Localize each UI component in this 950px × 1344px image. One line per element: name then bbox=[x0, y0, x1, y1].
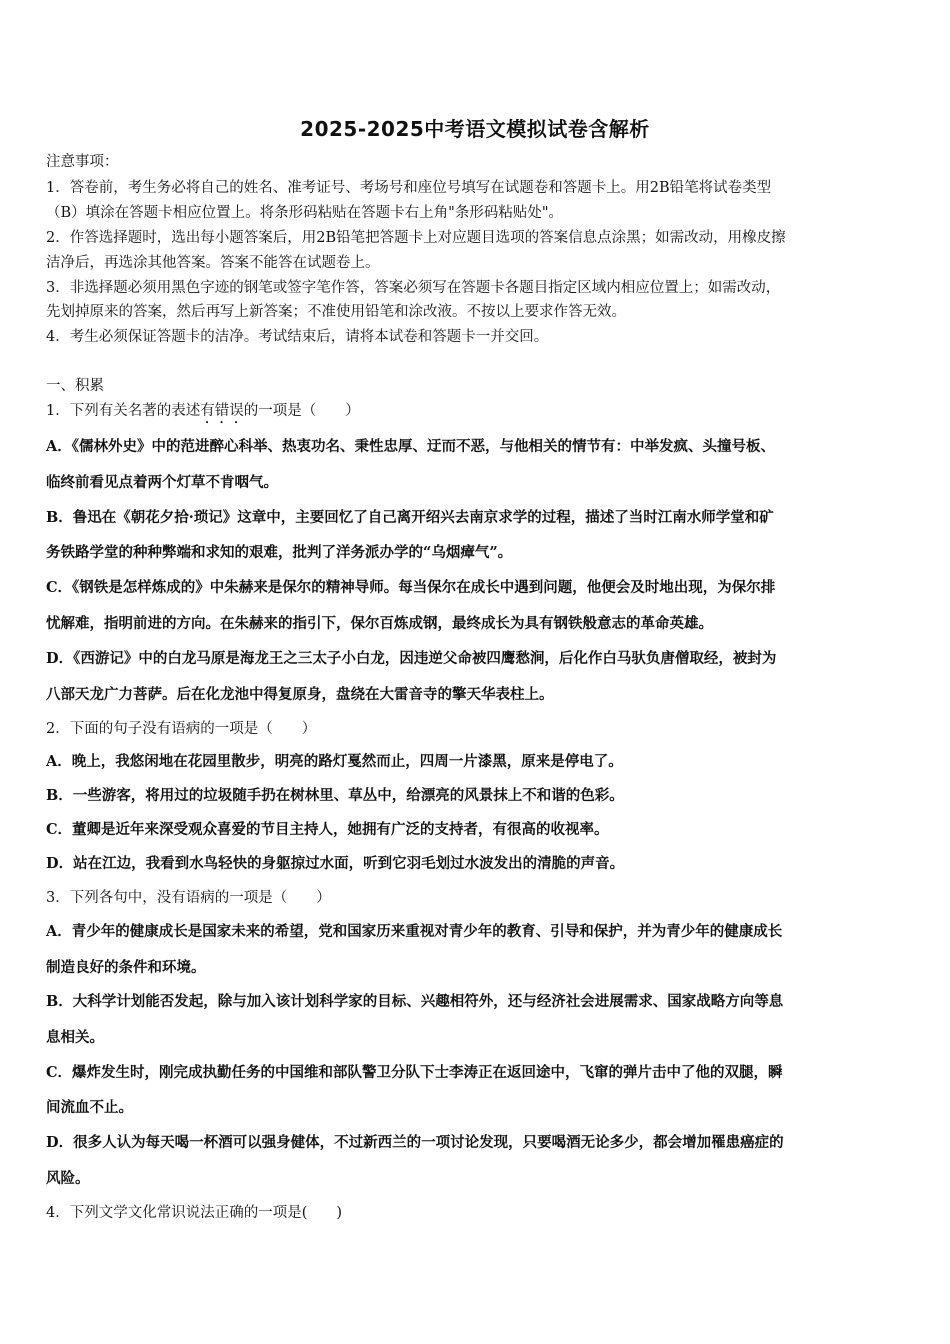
notice-heading: 注意事项： bbox=[46, 154, 119, 170]
option-line: A．晚上，我悠闲地在花园里散步，明亮的路灯戛然而止，四周一片漆黑，原来是停电了。 bbox=[46, 753, 623, 770]
option-line: 八部天龙广力菩萨。后在化龙池中得复原身，盘绕在大雷音寺的擎天华表柱上。 bbox=[46, 686, 554, 703]
option-line: C．董卿是近年来深受观众喜爱的节目主持人，她拥有广泛的支持者，有很高的收视率。 bbox=[46, 821, 609, 838]
option-line: B．一些游客，将用过的垃圾随手扔在树林里、草丛中，给漂亮的风景抹上不和谐的色彩。 bbox=[46, 787, 624, 804]
option-line: D．《西游记》中的白龙马原是海龙王之三太子小白龙，因违逆父命被四鹰愁涧，后化作白马驮负唐僧取经，被封为 bbox=[46, 650, 777, 667]
question-stem: 4．下列文学文化常识说法正确的一项是( ) bbox=[46, 1205, 343, 1221]
option-line: B．大科学计划能否发起，除与加入该计划科学家的目标、兴趣相符外，还与经济社会进展需求、国家战略方向等息 bbox=[46, 993, 784, 1010]
notice-line: 3．非选择题必须用黑色字迹的钢笔或签字笔作答，答案必须写在答题卡各题目指定区域内相应位置上；如需改动， bbox=[46, 280, 781, 296]
option-line: C．《钢铁是怎样炼成的》中朱赫来是保尔的精神导师。每当保尔在成长中遇到问题，他便会及时地出现，为保尔排 bbox=[46, 579, 776, 596]
option-line: C．爆炸发生时，刚完成执勤任务的中国维和部队警卫分队下士李涛正在返回途中，飞窜的弹片击中了他的双腿，瞬 bbox=[46, 1064, 783, 1081]
option-line: A．《儒林外史》中的范进醉心科举、热衷功名、秉性忠厚、迂而不恶，与他相关的情节有：中举发疯、头撞号板、 bbox=[46, 438, 775, 455]
option-line: B．鲁迅在《朝花夕拾·琐记》这章中，主要回忆了自己离开绍兴去南京求学的过程，描述了当时江南水师学堂和矿 bbox=[46, 509, 774, 526]
question-stem: 3．下列各句中，没有语病的一项是（ ） bbox=[46, 890, 331, 906]
page-title: 2025-2025中考语文模拟试卷含解析 bbox=[300, 117, 650, 141]
option-line: D．站在江边，我看到水鸟轻快的身躯掠过水面，听到它羽毛划过水波发出的清脆的声音。 bbox=[46, 855, 625, 872]
option-line: 息相关。 bbox=[46, 1029, 104, 1046]
option-line: 制造良好的条件和环境。 bbox=[46, 959, 206, 976]
notice-line: （B）填涂在答题卡相应位置上。将条形码粘贴在答题卡右上角"条形码粘贴处"。 bbox=[46, 205, 563, 221]
question-stem-pre: 1．下列有关名著的表述 bbox=[46, 403, 201, 419]
question-stem-post: 的一项是（ ） bbox=[243, 403, 360, 419]
option-line: 临终前看见点着两个灯草不肯咽气。 bbox=[46, 474, 278, 491]
emphasized-text: 有错误 bbox=[200, 403, 244, 419]
question-stem bbox=[46, 401, 906, 427]
notice-line: 先划掉原来的答案，然后再写上新答案；不准使用铅笔和涂改液。不按以上要求作答无效。 bbox=[46, 304, 626, 320]
section-heading: 一、积累 bbox=[46, 378, 104, 394]
question-stem: 2．下面的句子没有语病的一项是（ ） bbox=[46, 721, 317, 737]
notice-line: 洁净后，再选涂其他答案。答案不能答在试题卷上。 bbox=[46, 255, 380, 271]
option-line: 间流血不止。 bbox=[46, 1099, 133, 1116]
option-line: 忧解难，指明前进的方向。在朱赫来的指引下，保尔百炼成钢，最终成长为具有钢铁般意志的革命英雄。 bbox=[46, 615, 713, 632]
option-line: A．青少年的健康成长是国家未来的希望，党和国家历来重视对青少年的教育、引导和保护，并为青少年的健康成长 bbox=[46, 923, 783, 940]
option-line: 风险。 bbox=[46, 1170, 90, 1187]
notice-line: 1．答卷前，考生务必将自己的姓名、准考证号、考场号和座位号填写在试题卷和答题卡上。用2B铅笔将试卷类型 bbox=[46, 180, 772, 196]
notice-line: 2．作答选择题时，选出每小题答案后，用2B铅笔把答题卡上对应题目选项的答案信息点涂黑；如需改动，用橡皮擦 bbox=[46, 230, 786, 246]
option-line: D．很多人认为每天喝一杯酒可以强身健体，不过新西兰的一项讨论发现，只要喝酒无论多少，都会增加罹患癌症的 bbox=[46, 1134, 784, 1151]
notice-line: 4．考生必须保证答题卡的洁净。考试结束后，请将本试卷和答题卡一并交回。 bbox=[46, 329, 549, 345]
option-line: 务铁路学堂的种种弊端和求知的艰难，批判了洋务派办学的“乌烟瘴气”。 bbox=[46, 544, 513, 561]
